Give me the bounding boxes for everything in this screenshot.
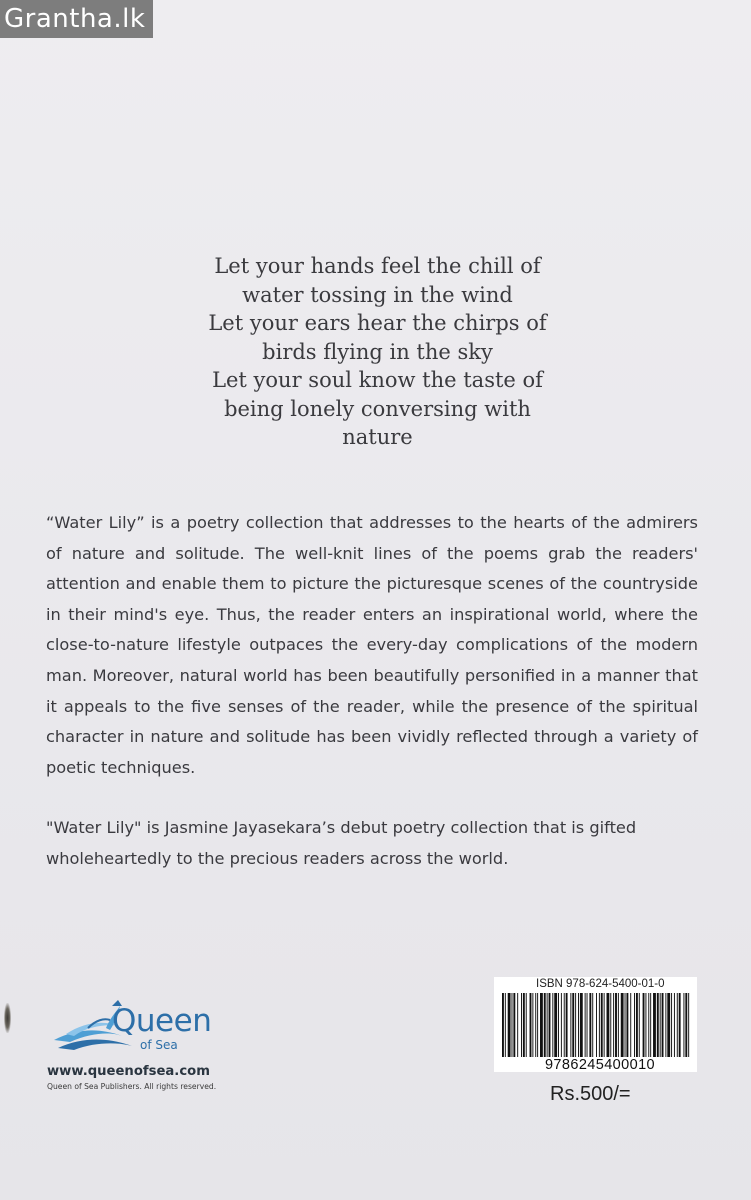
barcode-bar: [648, 993, 649, 1057]
barcode-bar: [540, 993, 543, 1057]
barcode-bar: [575, 993, 576, 1057]
barcode-bar: [589, 993, 591, 1057]
barcode-bar: [599, 993, 600, 1057]
barcode-bar: [530, 993, 532, 1057]
barcode-bar: [674, 993, 675, 1057]
barcode-bar: [537, 993, 538, 1057]
description-paragraph: "Water Lily" is Jasmine Jayasekara’s debut poetry collection that is gifted wholeheartedly to the precious readers across the world.: [46, 818, 637, 868]
barcode-bar: [639, 993, 640, 1057]
publisher-logo-text: Queen: [112, 1003, 212, 1039]
barcode-bar: [552, 993, 553, 1057]
barcode-bar: [679, 993, 681, 1057]
publisher-logo-subtext: of Sea: [140, 1038, 178, 1052]
publisher-website: www.queenofsea.com: [47, 1064, 210, 1079]
barcode-bar: [677, 993, 678, 1057]
barcode-bar: [607, 993, 610, 1057]
watermark: Grantha.lk: [0, 0, 153, 38]
book-description: [46, 508, 698, 875]
barcode-bar: [636, 993, 638, 1057]
barcode-bar: [523, 993, 525, 1057]
barcode-bar: [570, 993, 571, 1057]
poem-line: Let your soul know the taste of: [212, 368, 543, 392]
barcode-bar: [564, 993, 565, 1057]
barcode-bar: [671, 993, 672, 1057]
barcode-bar: [625, 993, 626, 1057]
barcode-bar: [558, 993, 559, 1057]
barcode-bar: [508, 993, 511, 1057]
barcode-bar: [643, 993, 645, 1057]
barcode-bar: [513, 993, 515, 1057]
poem-line: nature: [342, 425, 413, 449]
barcode-bar: [526, 993, 527, 1057]
barcode-bar: [626, 993, 628, 1057]
barcode-bar: [665, 993, 666, 1057]
poem-excerpt: [150, 252, 605, 452]
barcode-bar: [621, 993, 624, 1057]
barcode-bar: [587, 993, 588, 1057]
barcode-digits: 9786245400010: [544, 1057, 656, 1073]
barcode-bar: [580, 993, 583, 1057]
barcode-bar: [660, 993, 661, 1057]
barcode-bar: [521, 993, 522, 1057]
barcode-bar: [532, 993, 533, 1057]
barcode-bar: [547, 993, 548, 1057]
barcode-bar: [618, 993, 619, 1057]
barcode-bar: [683, 993, 684, 1057]
barcode-bar: [502, 993, 504, 1057]
poem-line: water tossing in the wind: [242, 282, 513, 307]
price-label: Rs.500/=: [550, 1083, 631, 1105]
barcode-bar: [561, 993, 562, 1057]
poem-line: Let your ears hear the chirps of: [208, 311, 547, 335]
barcode-bar: [662, 993, 664, 1057]
barcode-bar: [566, 993, 568, 1057]
barcode-bar: [535, 993, 536, 1057]
barcode-bar: [610, 993, 611, 1057]
barcode-bar: [688, 993, 689, 1057]
poem-line: birds flying in the sky: [262, 339, 493, 364]
barcode-bar: [615, 993, 617, 1057]
barcode-bar: [613, 993, 614, 1057]
barcode-bar: [592, 993, 593, 1057]
description-paragraph: “Water Lily” is a poetry collection that addresses to the hearts of the admirers of nature and solitude. The well-knit lines of the poems grab the readers' attention and enable them to picture the picturesque scenes of the countryside in their mind's eye. Thus, the reader enters an inspirational world, where the close-to-nature lifestyle outpaces the every-day complications of the modern man. Moreover, natural world has been beautifully personified in a manner that it appeals to the five senses of the reader, while the presence of the spiritual character in nature and solitude has been vividly reflected through a variety of poetic techniques.: [46, 513, 698, 777]
barcode-bar: [630, 993, 631, 1057]
barcode-bar: [650, 993, 651, 1057]
barcode-bar: [585, 993, 586, 1057]
barcode-bar: [667, 993, 670, 1057]
barcode-bar: [645, 993, 646, 1057]
barcode-bar: [549, 993, 551, 1057]
publisher-rights: Queen of Sea Publishers. All rights reserved.: [47, 1082, 217, 1091]
barcode-bar: [544, 993, 546, 1057]
poem-line: being lonely conversing with: [224, 396, 531, 421]
barcode-bar: [653, 993, 656, 1057]
poem-line: Let your hands feel the chill of: [214, 254, 541, 278]
barcode-bar: [512, 993, 513, 1057]
barcode-bar: [554, 993, 557, 1057]
barcode-bar: [601, 993, 603, 1057]
cover-smudge: [4, 1003, 11, 1033]
barcode-icon: [500, 993, 691, 1057]
isbn-label: ISBN 978-624-5400-01-0: [536, 978, 665, 990]
barcode-bar: [596, 993, 597, 1057]
barcode-bar: [657, 993, 659, 1057]
barcode-bar: [572, 993, 574, 1057]
barcode-bar: [634, 993, 635, 1057]
barcode-bar: [685, 993, 687, 1057]
barcode-bar: [517, 993, 518, 1057]
barcode-bar: [505, 993, 506, 1057]
barcode-bar: [604, 993, 605, 1057]
barcode-bar: [578, 993, 579, 1057]
